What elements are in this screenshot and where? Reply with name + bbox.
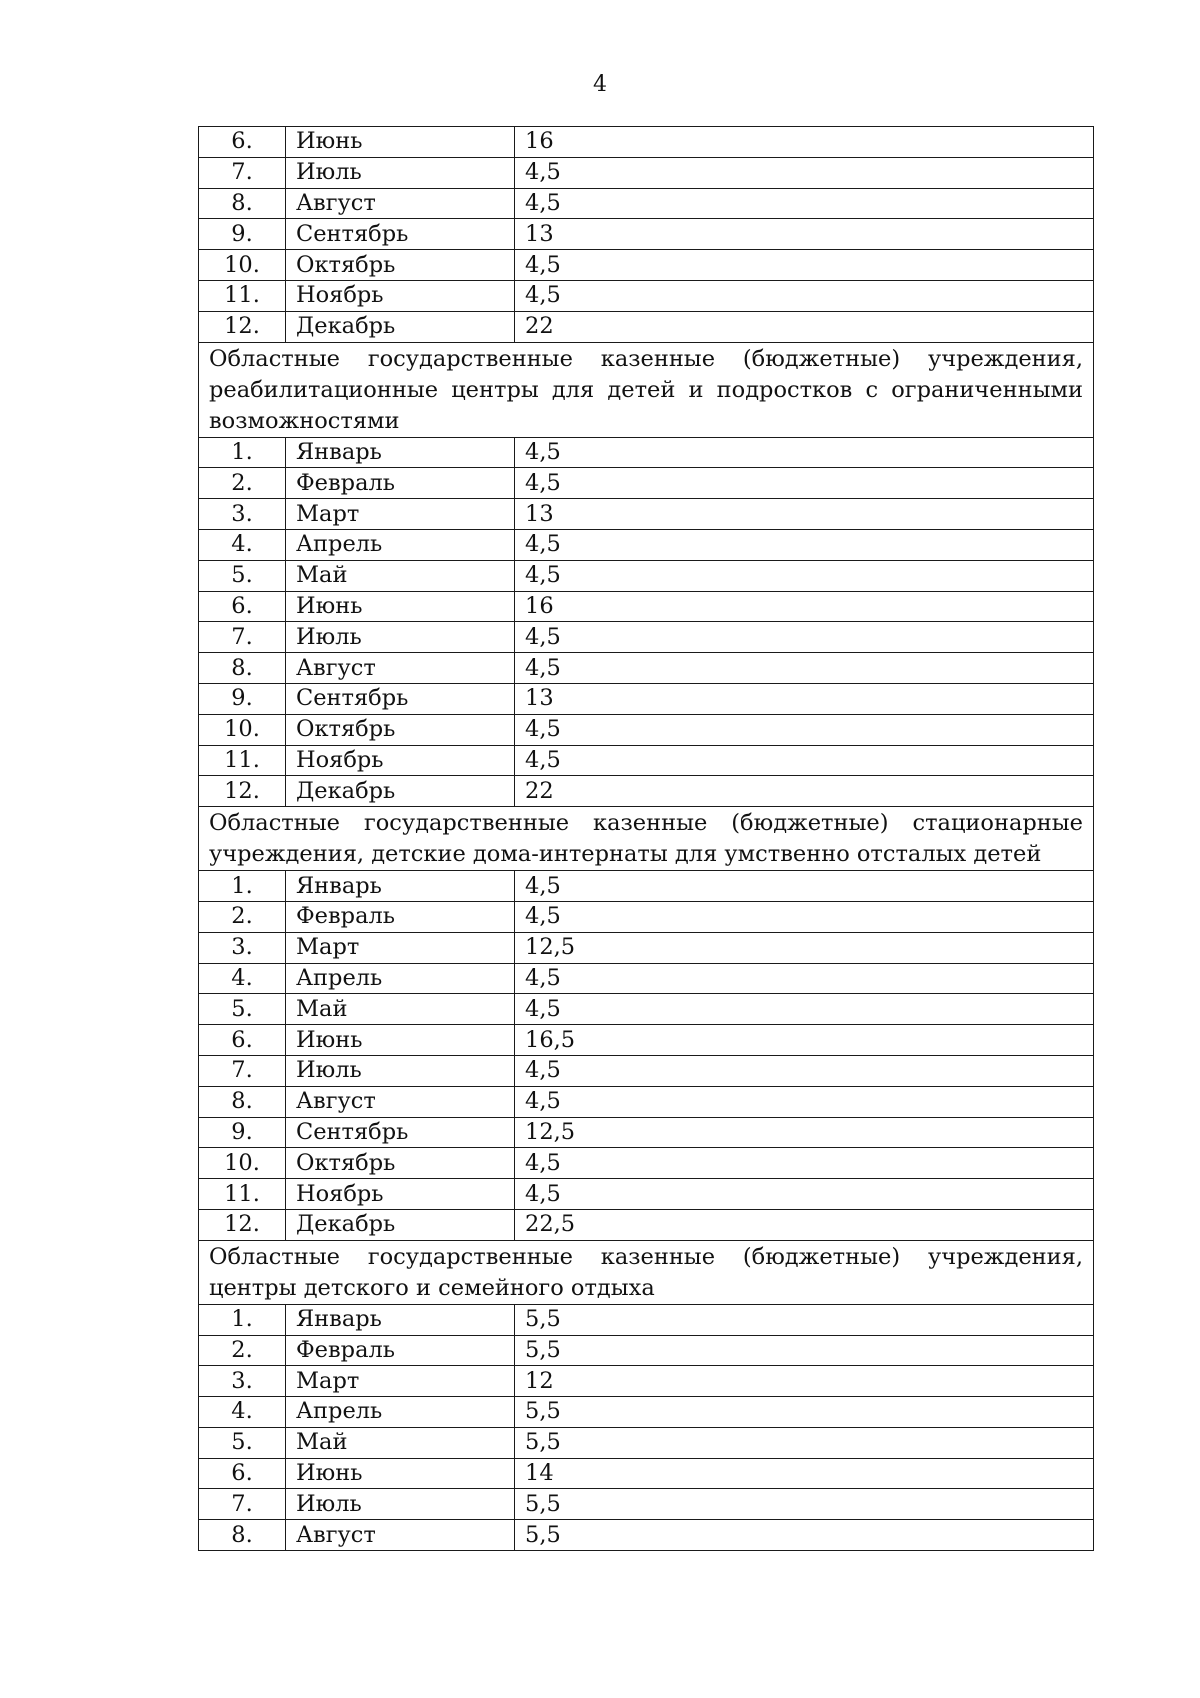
row-month: Июль	[286, 1055, 515, 1086]
page-number: 4	[593, 72, 607, 97]
table-row	[199, 901, 1094, 932]
row-month: Август	[286, 188, 515, 219]
row-number: 4.	[199, 529, 286, 560]
row-month: Январь	[286, 1304, 515, 1335]
row-month: Май	[286, 560, 515, 591]
row-value: 5,5	[515, 1304, 1094, 1335]
row-number: 7.	[199, 1489, 286, 1520]
row-value: 22	[515, 776, 1094, 807]
table-row	[199, 1458, 1094, 1489]
row-value: 4,5	[515, 529, 1094, 560]
row-value: 4,5	[515, 714, 1094, 745]
table-row	[199, 1335, 1094, 1366]
table-row	[199, 560, 1094, 591]
table-row	[199, 776, 1094, 807]
table-row	[199, 1086, 1094, 1117]
row-number: 7.	[199, 1055, 286, 1086]
table-row	[199, 437, 1094, 468]
row-month: Август	[286, 653, 515, 684]
section-header-row	[199, 1240, 1094, 1304]
row-number: 1.	[199, 1304, 286, 1335]
row-value: 22	[515, 311, 1094, 342]
row-number: 11.	[199, 1179, 286, 1210]
row-month: Июнь	[286, 591, 515, 622]
row-month: Июнь	[286, 1458, 515, 1489]
row-number: 2.	[199, 1335, 286, 1366]
row-value: 4,5	[515, 280, 1094, 311]
row-number: 7.	[199, 622, 286, 653]
table-row	[199, 157, 1094, 188]
row-month: Апрель	[286, 1397, 515, 1428]
row-month: Декабрь	[286, 776, 515, 807]
row-value: 4,5	[515, 157, 1094, 188]
row-value: 4,5	[515, 901, 1094, 932]
row-value: 5,5	[515, 1397, 1094, 1428]
row-value: 22,5	[515, 1209, 1094, 1240]
row-value: 5,5	[515, 1427, 1094, 1458]
row-number: 6.	[199, 1025, 286, 1056]
row-value: 4,5	[515, 994, 1094, 1025]
table-row	[199, 1209, 1094, 1240]
table-row	[199, 932, 1094, 963]
row-value: 4,5	[515, 963, 1094, 994]
table-row	[199, 871, 1094, 902]
row-number: 5.	[199, 560, 286, 591]
row-number: 11.	[199, 280, 286, 311]
row-value: 4,5	[515, 622, 1094, 653]
row-value: 13	[515, 683, 1094, 714]
row-number: 8.	[199, 1086, 286, 1117]
table-row	[199, 219, 1094, 250]
section-title: Областные государственные казенные (бюджетные) учреждения, реабилитационные центры для детей и подростков с ограниченными возможностями	[199, 342, 1094, 437]
row-month: Сентябрь	[286, 683, 515, 714]
section-title: Областные государственные казенные (бюджетные) учреждения, центры детского и семейного отдыха	[199, 1240, 1094, 1304]
row-month: Декабрь	[286, 1209, 515, 1240]
table-row	[199, 1520, 1094, 1551]
table-row	[199, 468, 1094, 499]
row-month: Март	[286, 1366, 515, 1397]
row-value: 5,5	[515, 1335, 1094, 1366]
table-row	[199, 1427, 1094, 1458]
row-value: 5,5	[515, 1489, 1094, 1520]
row-value: 4,5	[515, 188, 1094, 219]
row-number: 8.	[199, 653, 286, 684]
row-month: Февраль	[286, 1335, 515, 1366]
row-value: 4,5	[515, 1086, 1094, 1117]
table-row	[199, 591, 1094, 622]
row-value: 12,5	[515, 932, 1094, 963]
row-month: Апрель	[286, 529, 515, 560]
row-number: 7.	[199, 157, 286, 188]
row-month: Ноябрь	[286, 280, 515, 311]
row-value: 12	[515, 1366, 1094, 1397]
row-number: 1.	[199, 871, 286, 902]
row-number: 6.	[199, 1458, 286, 1489]
row-number: 8.	[199, 1520, 286, 1551]
row-value: 16	[515, 591, 1094, 622]
table-row	[199, 714, 1094, 745]
row-number: 11.	[199, 745, 286, 776]
row-value: 4,5	[515, 1179, 1094, 1210]
row-month: Апрель	[286, 963, 515, 994]
table-row	[199, 683, 1094, 714]
row-number: 10.	[199, 714, 286, 745]
row-number: 6.	[199, 591, 286, 622]
row-value: 12,5	[515, 1117, 1094, 1148]
table-row	[199, 1489, 1094, 1520]
row-number: 9.	[199, 1117, 286, 1148]
table-row	[199, 745, 1094, 776]
row-value: 5,5	[515, 1520, 1094, 1551]
table-row	[199, 653, 1094, 684]
row-number: 9.	[199, 219, 286, 250]
row-month: Март	[286, 499, 515, 530]
row-month: Май	[286, 994, 515, 1025]
row-month: Май	[286, 1427, 515, 1458]
table-row	[199, 622, 1094, 653]
table-row	[199, 188, 1094, 219]
row-number: 1.	[199, 437, 286, 468]
row-value: 16,5	[515, 1025, 1094, 1056]
row-number: 2.	[199, 901, 286, 932]
table-row	[199, 499, 1094, 530]
row-value: 13	[515, 219, 1094, 250]
row-number: 9.	[199, 683, 286, 714]
row-value: 4,5	[515, 1148, 1094, 1179]
table-row	[199, 127, 1094, 158]
table-row	[199, 994, 1094, 1025]
table-row	[199, 963, 1094, 994]
row-value: 4,5	[515, 250, 1094, 281]
row-month: Ноябрь	[286, 1179, 515, 1210]
row-value: 4,5	[515, 560, 1094, 591]
table-row	[199, 1304, 1094, 1335]
row-number: 5.	[199, 994, 286, 1025]
row-number: 12.	[199, 311, 286, 342]
row-value: 14	[515, 1458, 1094, 1489]
section-header-row	[199, 807, 1094, 871]
table-row	[199, 1179, 1094, 1210]
row-month: Январь	[286, 871, 515, 902]
row-month: Июль	[286, 622, 515, 653]
row-month: Август	[286, 1520, 515, 1551]
row-month: Июнь	[286, 1025, 515, 1056]
row-number: 10.	[199, 1148, 286, 1179]
row-month: Июль	[286, 1489, 515, 1520]
row-number: 3.	[199, 1366, 286, 1397]
row-number: 12.	[199, 776, 286, 807]
row-value: 13	[515, 499, 1094, 530]
row-month: Сентябрь	[286, 1117, 515, 1148]
table-row	[199, 1397, 1094, 1428]
table-row	[199, 1055, 1094, 1086]
row-number: 5.	[199, 1427, 286, 1458]
row-month: Ноябрь	[286, 745, 515, 776]
table-row	[199, 1148, 1094, 1179]
row-number: 2.	[199, 468, 286, 499]
table-row	[199, 1117, 1094, 1148]
table-row	[199, 311, 1094, 342]
table-row	[199, 280, 1094, 311]
section-title: Областные государственные казенные (бюджетные) стационарные учреждения, детские дома-интернаты для умственно отсталых детей	[199, 807, 1094, 871]
row-month: Октябрь	[286, 1148, 515, 1179]
row-value: 4,5	[515, 1055, 1094, 1086]
row-month: Июнь	[286, 127, 515, 158]
row-month: Октябрь	[286, 250, 515, 281]
row-value: 4,5	[515, 871, 1094, 902]
row-number: 10.	[199, 250, 286, 281]
table-row	[199, 250, 1094, 281]
row-number: 4.	[199, 963, 286, 994]
row-month: Сентябрь	[286, 219, 515, 250]
row-number: 3.	[199, 932, 286, 963]
row-number: 8.	[199, 188, 286, 219]
row-value: 4,5	[515, 437, 1094, 468]
row-number: 3.	[199, 499, 286, 530]
row-value: 16	[515, 127, 1094, 158]
row-number: 6.	[199, 127, 286, 158]
row-month: Август	[286, 1086, 515, 1117]
row-value: 4,5	[515, 468, 1094, 499]
row-value: 4,5	[515, 745, 1094, 776]
row-number: 12.	[199, 1209, 286, 1240]
row-month: Февраль	[286, 468, 515, 499]
table-row	[199, 529, 1094, 560]
row-value: 4,5	[515, 653, 1094, 684]
table-row	[199, 1025, 1094, 1056]
schedule-table	[198, 126, 1094, 1551]
row-month: Январь	[286, 437, 515, 468]
row-month: Декабрь	[286, 311, 515, 342]
row-month: Февраль	[286, 901, 515, 932]
row-month: Октябрь	[286, 714, 515, 745]
table-row	[199, 1366, 1094, 1397]
row-month: Июль	[286, 157, 515, 188]
section-header-row	[199, 342, 1094, 437]
row-number: 4.	[199, 1397, 286, 1428]
row-month: Март	[286, 932, 515, 963]
